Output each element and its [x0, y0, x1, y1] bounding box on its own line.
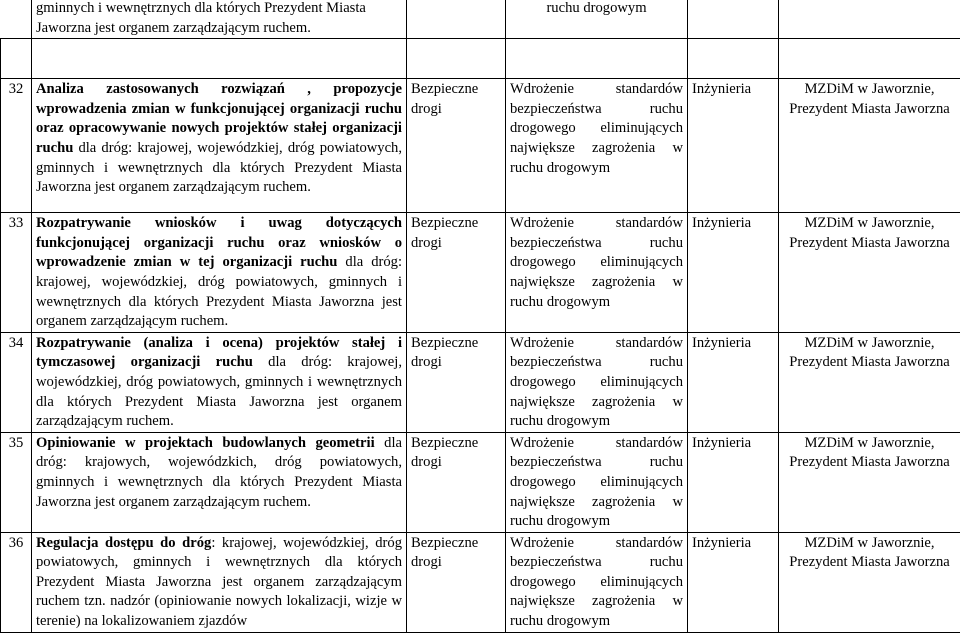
area: Bezpieczne drogi: [407, 532, 506, 632]
expected-effect: Wdrożenie standardów bezpieczeństwa ruchu drogowego eliminujących największe zagrożenia w ruchu drogowym: [506, 213, 688, 333]
table-row: [1, 213, 960, 333]
task-details: : krajowej, wojewódzkiej, dróg powiatowych, gminnych i wewnętrznych dla których Prezydent Miasta Jaworzna jest organem zarządzającym ruchem tzn. nadzór (opiniowanie nowych lokalizacji, wizje w terenie) na lokalizowaniem zjazdów: [36, 535, 402, 629]
expected-effect: Wdrożenie standardów bezpieczeństwa ruchu drogowego eliminujących największe zagrożenia w ruchu drogowym: [506, 432, 688, 532]
area: Bezpieczne drogi: [407, 332, 506, 432]
task-title: Regulacja dostępu do dróg: [36, 535, 211, 551]
responsible: MZDiM w Jaworznie, Prezydent Miasta Jaworzna: [779, 532, 960, 632]
task-description: [32, 79, 407, 213]
row-number: 32: [1, 79, 32, 213]
area: Bezpieczne drogi: [407, 213, 506, 333]
table-row: [1, 532, 960, 632]
row-number: 34: [1, 332, 32, 432]
responsible: MZDiM w Jaworznie, Prezydent Miasta Jaworzna: [779, 332, 960, 432]
row-number: 35: [1, 432, 32, 532]
task-title: Rozpatrywanie (analiza i ocena) projektów stałej i tymczasowej organizacji ruchu: [36, 335, 402, 371]
table-row: [1, 79, 960, 213]
measure-type: Inżynieria: [688, 79, 779, 213]
table-row: [1, 332, 960, 432]
cell-effect-continuation: [506, 0, 688, 39]
cell-task-continuation: [32, 0, 407, 39]
table-row: [1, 432, 960, 532]
task-description: [32, 213, 407, 333]
measure-type: Inżynieria: [688, 432, 779, 532]
table-spacer-row: [1, 39, 960, 79]
task-continuation-text: gminnych i wewnętrznych dla których Prezydent Miasta Jaworzna jest organem zarządzającym ruchem.: [36, 0, 366, 36]
task-details: dla dróg: krajowej, wojewódzkiej, dróg powiatowych, gminnych i wewnętrznych dla których Prezydent Miasta Jaworzna jest organem zarządzającym ruchem.: [36, 140, 402, 195]
task-title: Rozpatrywanie wniosków i uwag dotyczących funkcjonującej organizacji ruchu oraz wniosków o wprowadzenie zmian w tej organizacji ruchu: [36, 215, 402, 270]
cell-area-continuation: [407, 0, 506, 39]
task-description: [32, 432, 407, 532]
effect-continuation-text: ruchu drogowym: [546, 0, 646, 16]
task-description: [32, 332, 407, 432]
responsible: MZDiM w Jaworznie, Prezydent Miasta Jaworzna: [779, 432, 960, 532]
measure-type: Inżynieria: [688, 332, 779, 432]
task-details: dla dróg: krajowej, wojewódzkiej, dróg powiatowych, gminnych i wewnętrznych dla których Prezydent Miasta Jaworzna jest organem zarządzającym ruchem.: [36, 254, 402, 329]
area: Bezpieczne drogi: [407, 432, 506, 532]
task-details: dla dróg: krajowych, wojewódzkich, dróg powiatowych, gminnych i wewnętrznych dla których Prezydent Miasta Jaworzna jest organem zarządzającym ruchem.: [36, 435, 402, 510]
expected-effect: Wdrożenie standardów bezpieczeństwa ruchu drogowego eliminujących największe zagrożenia w ruchu drogowym: [506, 332, 688, 432]
task-details: dla dróg: krajowej, wojewódzkiej, dróg powiatowych, gminnych i wewnętrznych dla których Prezydent Miasta Jaworzna jest organem zarządzającym ruchem.: [36, 354, 402, 429]
row-number: 33: [1, 213, 32, 333]
responsible: MZDiM w Jaworznie, Prezydent Miasta Jaworzna: [779, 213, 960, 333]
measure-type: Inżynieria: [688, 532, 779, 632]
task-title: Analiza zastosowanych rozwiązań , propozycje wprowadzenia zmian w funkcjonującej organizacji ruchu oraz opracowywanie nowych projektów stałej organizacji ruchu: [36, 81, 402, 156]
responsible: MZDiM w Jaworznie, Prezydent Miasta Jaworzna: [779, 79, 960, 213]
expected-effect: Wdrożenie standardów bezpieczeństwa ruchu drogowego eliminujących największe zagrożenia w ruchu drogowym: [506, 532, 688, 632]
task-title: Opiniowanie w projektach budowlanych geometrii: [36, 435, 375, 451]
expected-effect: Wdrożenie standardów bezpieczeństwa ruchu drogowego eliminujących największe zagrożenia w ruchu drogowym: [506, 79, 688, 213]
cell-type-continuation: [688, 0, 779, 39]
task-description: [32, 532, 407, 632]
row-number: 36: [1, 532, 32, 632]
cell-responsible-continuation: [779, 0, 960, 39]
table-row-continuation: [1, 0, 960, 39]
measure-type: Inżynieria: [688, 213, 779, 333]
cell-num-continuation: [1, 0, 32, 39]
area: Bezpieczne drogi: [407, 79, 506, 213]
